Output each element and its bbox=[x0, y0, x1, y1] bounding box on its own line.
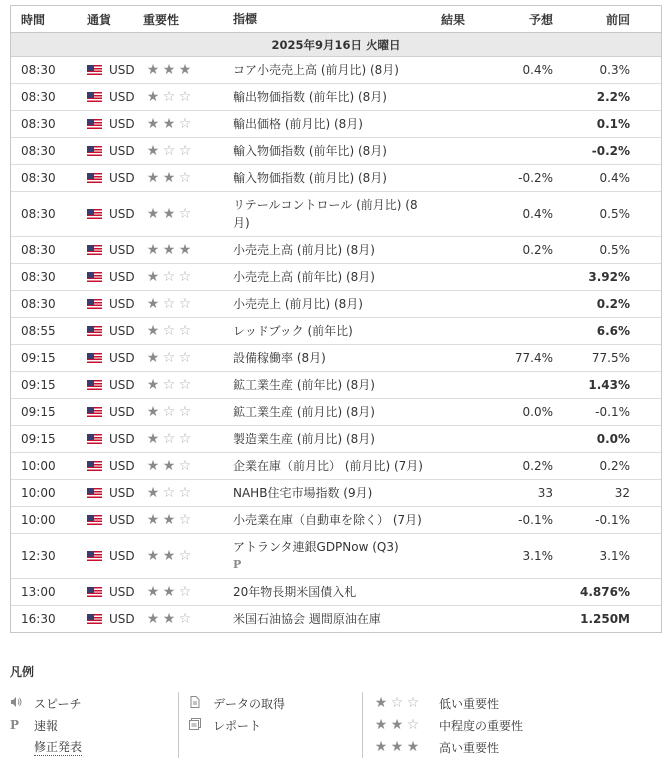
event-currency bbox=[77, 171, 143, 185]
event-time: 08:30 bbox=[21, 207, 56, 221]
indicator-name[interactable] bbox=[233, 534, 433, 578]
star-empty-icon: ☆ bbox=[178, 512, 192, 528]
us-flag-icon bbox=[87, 614, 102, 624]
indicator-name[interactable] bbox=[233, 426, 433, 452]
forecast-value: 0.0% bbox=[522, 405, 553, 419]
indicator-name[interactable] bbox=[233, 579, 433, 605]
indicator-name[interactable] bbox=[233, 264, 433, 290]
event-currency bbox=[77, 270, 143, 284]
star-filled-icon: ★ bbox=[146, 611, 160, 627]
us-flag-icon bbox=[87, 272, 102, 282]
star-empty-icon: ☆ bbox=[162, 485, 176, 501]
us-flag-icon bbox=[87, 245, 102, 255]
importance-stars bbox=[143, 62, 233, 78]
star-empty-icon: ☆ bbox=[178, 377, 192, 393]
table-row[interactable] bbox=[11, 57, 661, 84]
event-time: 16:30 bbox=[21, 612, 56, 626]
event-currency bbox=[77, 612, 143, 626]
star-filled-icon: ★ bbox=[146, 584, 160, 600]
importance-stars bbox=[143, 143, 233, 159]
previous-value: 32 bbox=[614, 486, 630, 500]
event-currency bbox=[77, 405, 143, 419]
table-row[interactable] bbox=[11, 345, 661, 372]
event-time: 08:30 bbox=[21, 90, 56, 104]
previous-value: -0.2% bbox=[591, 144, 630, 158]
event-time: 08:30 bbox=[21, 171, 56, 185]
indicator-label[interactable]: 小売業在庫（自動車を除く） (7月) bbox=[233, 513, 422, 527]
star-filled-icon: ★ bbox=[146, 458, 160, 474]
event-currency bbox=[77, 63, 143, 77]
legend-column-importance bbox=[362, 692, 541, 758]
table-header bbox=[11, 6, 661, 33]
event-time: 10:00 bbox=[21, 513, 56, 527]
event-time: 08:30 bbox=[21, 144, 56, 158]
currency-code: USD bbox=[109, 171, 135, 185]
us-flag-icon bbox=[87, 209, 102, 219]
report-icon bbox=[189, 718, 213, 733]
legend bbox=[10, 663, 662, 758]
star-empty-icon: ☆ bbox=[178, 296, 192, 312]
currency-code: USD bbox=[109, 243, 135, 257]
indicator-label[interactable]: 小売売上高 (前月比) (8月) bbox=[233, 243, 375, 257]
legend-item-report bbox=[189, 714, 344, 736]
event-currency bbox=[77, 90, 143, 104]
forecast-value: 3.1% bbox=[522, 549, 553, 563]
star-filled-icon: ★ bbox=[146, 143, 160, 159]
legend-item-preliminary bbox=[10, 714, 160, 736]
previous-value: 6.6% bbox=[596, 324, 630, 338]
event-currency bbox=[77, 144, 143, 158]
indicator-name[interactable] bbox=[233, 165, 433, 191]
importance-stars bbox=[143, 404, 233, 420]
star-filled-icon: ★ bbox=[146, 62, 160, 78]
forecast-value: 0.4% bbox=[522, 63, 553, 77]
star-filled-icon: ★ bbox=[146, 242, 160, 258]
table-row[interactable] bbox=[11, 372, 661, 399]
currency-code: USD bbox=[109, 549, 135, 563]
importance-stars bbox=[143, 89, 233, 105]
event-currency bbox=[77, 351, 143, 365]
indicator-name[interactable] bbox=[233, 606, 433, 632]
table-row[interactable] bbox=[11, 399, 661, 426]
indicator-label[interactable]: 米国石油協会 週間原油在庫 bbox=[233, 612, 381, 626]
star-empty-icon: ☆ bbox=[178, 548, 192, 564]
importance-stars bbox=[143, 584, 233, 600]
forecast-value: 0.4% bbox=[522, 207, 553, 221]
star-filled-icon: ★ bbox=[374, 695, 388, 711]
star-filled-icon: ★ bbox=[146, 431, 160, 447]
economic-calendar-table bbox=[10, 5, 662, 633]
event-currency bbox=[77, 459, 143, 473]
indicator-name[interactable] bbox=[233, 237, 433, 263]
previous-value: 0.4% bbox=[599, 171, 630, 185]
star-empty-icon: ☆ bbox=[178, 89, 192, 105]
previous-value: 0.2% bbox=[599, 459, 630, 473]
star-empty-icon: ☆ bbox=[162, 404, 176, 420]
us-flag-icon bbox=[87, 380, 102, 390]
importance-stars bbox=[143, 350, 233, 366]
forecast-value: 0.2% bbox=[522, 243, 553, 257]
event-time: 09:15 bbox=[21, 432, 56, 446]
importance-stars bbox=[143, 269, 233, 285]
header-currency: 通貨 bbox=[87, 12, 112, 27]
star-filled-icon: ★ bbox=[178, 242, 192, 258]
event-currency bbox=[77, 117, 143, 131]
currency-code: USD bbox=[109, 324, 135, 338]
star-filled-icon: ★ bbox=[146, 350, 160, 366]
event-time: 09:15 bbox=[21, 378, 56, 392]
legend-label-importance: 高い重要性 bbox=[439, 740, 500, 755]
indicator-name[interactable] bbox=[233, 57, 433, 83]
preliminary-p-icon: P bbox=[233, 558, 242, 571]
event-time: 08:30 bbox=[21, 243, 56, 257]
previous-value: 0.3% bbox=[599, 63, 630, 77]
importance-stars bbox=[143, 431, 233, 447]
previous-value: 3.92% bbox=[588, 270, 630, 284]
indicator-label[interactable]: 設備稼働率 (8月) bbox=[233, 351, 326, 365]
legend-label-importance: 低い重要性 bbox=[439, 696, 500, 711]
currency-code: USD bbox=[109, 270, 135, 284]
event-currency bbox=[77, 297, 143, 311]
date-row: 2025年9月16日 火曜日 bbox=[11, 33, 661, 57]
star-filled-icon: ★ bbox=[374, 739, 388, 755]
indicator-label[interactable]: 輸入物価指数 (前年比) (8月) bbox=[233, 144, 387, 158]
indicator-name[interactable] bbox=[233, 192, 433, 236]
legend-item-importance bbox=[373, 736, 523, 758]
previous-value: -0.1% bbox=[595, 513, 630, 527]
table-row[interactable] bbox=[11, 237, 661, 264]
star-filled-icon: ★ bbox=[162, 458, 176, 474]
indicator-label[interactable]: 輸入物価指数 (前月比) (8月) bbox=[233, 171, 387, 185]
event-currency bbox=[77, 324, 143, 338]
star-empty-icon: ☆ bbox=[162, 431, 176, 447]
us-flag-icon bbox=[87, 488, 102, 498]
indicator-label[interactable]: 20年物長期米国債入札 bbox=[233, 585, 357, 599]
star-filled-icon: ★ bbox=[162, 206, 176, 222]
indicator-name[interactable] bbox=[233, 138, 433, 164]
star-empty-icon: ☆ bbox=[406, 717, 420, 733]
table-row[interactable] bbox=[11, 165, 661, 192]
star-empty-icon: ☆ bbox=[178, 458, 192, 474]
star-filled-icon: ★ bbox=[390, 717, 404, 733]
legend-label-data-retrieval: データの取得 bbox=[213, 696, 286, 711]
star-filled-icon: ★ bbox=[162, 62, 176, 78]
indicator-label[interactable]: 製造業生産 (前月比) (8月) bbox=[233, 432, 375, 446]
star-empty-icon: ☆ bbox=[162, 377, 176, 393]
indicator-name[interactable] bbox=[233, 399, 433, 425]
event-currency bbox=[77, 585, 143, 599]
star-filled-icon: ★ bbox=[146, 485, 160, 501]
star-filled-icon: ★ bbox=[162, 512, 176, 528]
star-empty-icon: ☆ bbox=[178, 611, 192, 627]
event-time: 08:30 bbox=[21, 297, 56, 311]
star-empty-icon: ☆ bbox=[178, 116, 192, 132]
previous-value: -0.1% bbox=[595, 405, 630, 419]
currency-code: USD bbox=[109, 486, 135, 500]
event-time: 13:00 bbox=[21, 585, 56, 599]
indicator-name[interactable] bbox=[233, 111, 433, 137]
header-previous: 前回 bbox=[605, 12, 630, 27]
legend-item-importance bbox=[373, 714, 523, 736]
currency-code: USD bbox=[109, 378, 135, 392]
event-time: 09:15 bbox=[21, 405, 56, 419]
star-filled-icon: ★ bbox=[146, 323, 160, 339]
star-filled-icon: ★ bbox=[162, 116, 176, 132]
star-filled-icon: ★ bbox=[146, 512, 160, 528]
forecast-value: -0.1% bbox=[518, 513, 553, 527]
legend-label-importance: 中程度の重要性 bbox=[439, 718, 524, 733]
event-time: 10:00 bbox=[21, 459, 56, 473]
importance-stars bbox=[143, 548, 233, 564]
us-flag-icon bbox=[87, 92, 102, 102]
currency-code: USD bbox=[109, 144, 135, 158]
legend-item-data-retrieval bbox=[189, 692, 344, 714]
previous-value: 0.1% bbox=[596, 117, 630, 131]
indicator-label[interactable]: リテールコントロール (前月比) (8月) bbox=[233, 198, 418, 230]
legend-label-revised[interactable]: 修正発表 bbox=[34, 740, 83, 754]
indicator-label[interactable]: 小売売上高 (前年比) (8月) bbox=[233, 270, 375, 284]
event-time: 10:00 bbox=[21, 486, 56, 500]
star-empty-icon: ☆ bbox=[178, 269, 192, 285]
indicator-label[interactable]: 輸出価格 (前月比) (8月) bbox=[233, 117, 363, 131]
legend-item-revised[interactable] bbox=[10, 736, 160, 758]
importance-stars bbox=[143, 512, 233, 528]
us-flag-icon bbox=[87, 587, 102, 597]
star-empty-icon: ☆ bbox=[406, 695, 420, 711]
star-filled-icon: ★ bbox=[146, 89, 160, 105]
us-flag-icon bbox=[87, 299, 102, 309]
event-currency bbox=[77, 378, 143, 392]
previous-value: 77.5% bbox=[591, 351, 630, 365]
previous-value: 2.2% bbox=[596, 90, 630, 104]
event-time: 08:30 bbox=[21, 270, 56, 284]
indicator-name[interactable] bbox=[233, 318, 433, 344]
previous-value: 4.876% bbox=[580, 585, 630, 599]
table-row[interactable] bbox=[11, 291, 661, 318]
indicator-label[interactable]: NAHB住宅市場指数 (9月) bbox=[233, 486, 373, 500]
forecast-value: -0.2% bbox=[518, 171, 553, 185]
forecast-value: 0.2% bbox=[522, 459, 553, 473]
table-row[interactable] bbox=[11, 534, 661, 579]
table-row[interactable] bbox=[11, 264, 661, 291]
star-filled-icon: ★ bbox=[162, 242, 176, 258]
event-currency bbox=[77, 486, 143, 500]
header-forecast: 予想 bbox=[528, 12, 553, 27]
us-flag-icon bbox=[87, 461, 102, 471]
legend-label-speech: スピーチ bbox=[34, 696, 82, 711]
us-flag-icon bbox=[87, 146, 102, 156]
event-currency bbox=[77, 432, 143, 446]
indicator-name[interactable] bbox=[233, 453, 433, 479]
star-filled-icon: ★ bbox=[162, 170, 176, 186]
indicator-name[interactable] bbox=[233, 507, 433, 533]
star-empty-icon: ☆ bbox=[178, 404, 192, 420]
star-filled-icon: ★ bbox=[178, 62, 192, 78]
event-currency bbox=[77, 207, 143, 221]
star-filled-icon: ★ bbox=[146, 206, 160, 222]
star-filled-icon: ★ bbox=[146, 548, 160, 564]
table-row[interactable] bbox=[11, 192, 661, 237]
star-empty-icon: ☆ bbox=[178, 584, 192, 600]
table-row[interactable] bbox=[11, 507, 661, 534]
star-empty-icon: ☆ bbox=[162, 323, 176, 339]
table-row[interactable] bbox=[11, 138, 661, 165]
currency-code: USD bbox=[109, 513, 135, 527]
importance-stars bbox=[373, 695, 439, 711]
table-row[interactable] bbox=[11, 426, 661, 453]
us-flag-icon bbox=[87, 515, 102, 525]
us-flag-icon bbox=[87, 119, 102, 129]
star-empty-icon: ☆ bbox=[162, 350, 176, 366]
indicator-name[interactable] bbox=[233, 372, 433, 398]
preliminary-p-icon: P bbox=[10, 718, 20, 732]
event-time: 08:30 bbox=[21, 63, 56, 77]
event-time: 12:30 bbox=[21, 549, 56, 563]
indicator-label[interactable]: 企業在庫（前月比） (前月比) (7月) bbox=[233, 459, 423, 473]
indicator-name[interactable] bbox=[233, 291, 433, 317]
star-empty-icon: ☆ bbox=[178, 485, 192, 501]
importance-stars bbox=[143, 323, 233, 339]
indicator-label[interactable]: 輸出物価指数 (前年比) (8月) bbox=[233, 90, 387, 104]
previous-value: 1.43% bbox=[588, 378, 630, 392]
previous-value: 3.1% bbox=[599, 549, 630, 563]
currency-code: USD bbox=[109, 90, 135, 104]
star-filled-icon: ★ bbox=[406, 739, 420, 755]
forecast-value: 33 bbox=[537, 486, 553, 500]
previous-value: 0.2% bbox=[596, 297, 630, 311]
header-importance: 重要性 bbox=[143, 12, 180, 27]
us-flag-icon bbox=[87, 434, 102, 444]
event-currency bbox=[77, 513, 143, 527]
previous-value: 0.5% bbox=[599, 207, 630, 221]
importance-stars bbox=[143, 611, 233, 627]
legend-column-event-types bbox=[10, 692, 178, 758]
event-time: 09:15 bbox=[21, 351, 56, 365]
us-flag-icon bbox=[87, 551, 102, 561]
currency-code: USD bbox=[109, 297, 135, 311]
currency-code: USD bbox=[109, 585, 135, 599]
event-currency bbox=[77, 549, 143, 563]
header-time: 時間 bbox=[21, 12, 46, 27]
legend-title: 凡例 bbox=[10, 665, 35, 679]
importance-stars bbox=[143, 485, 233, 501]
us-flag-icon bbox=[87, 407, 102, 417]
currency-code: USD bbox=[109, 207, 135, 221]
table-row[interactable] bbox=[11, 318, 661, 345]
table-row[interactable] bbox=[11, 579, 661, 606]
star-empty-icon: ☆ bbox=[178, 170, 192, 186]
star-filled-icon: ★ bbox=[374, 717, 388, 733]
star-empty-icon: ☆ bbox=[162, 143, 176, 159]
speaker-icon bbox=[10, 696, 34, 711]
importance-stars bbox=[143, 170, 233, 186]
previous-value: 1.250M bbox=[580, 612, 630, 626]
star-filled-icon: ★ bbox=[146, 404, 160, 420]
indicator-name[interactable] bbox=[233, 480, 433, 506]
star-empty-icon: ☆ bbox=[178, 206, 192, 222]
indicator-name[interactable] bbox=[233, 84, 433, 110]
us-flag-icon bbox=[87, 173, 102, 183]
legend-item-importance bbox=[373, 692, 523, 714]
importance-stars bbox=[373, 717, 439, 733]
star-filled-icon: ★ bbox=[162, 548, 176, 564]
importance-stars bbox=[143, 116, 233, 132]
currency-code: USD bbox=[109, 117, 135, 131]
star-filled-icon: ★ bbox=[146, 269, 160, 285]
indicator-label[interactable]: 鉱工業生産 (前年比) (8月) bbox=[233, 378, 375, 392]
star-filled-icon: ★ bbox=[162, 584, 176, 600]
previous-value: 0.5% bbox=[599, 243, 630, 257]
star-filled-icon: ★ bbox=[146, 377, 160, 393]
star-empty-icon: ☆ bbox=[162, 269, 176, 285]
legend-item-speech bbox=[10, 692, 160, 714]
importance-stars bbox=[143, 296, 233, 312]
header-indicator: 指標 bbox=[233, 12, 258, 26]
data-icon bbox=[189, 696, 213, 711]
legend-label-report: レポート bbox=[213, 718, 262, 733]
table-row[interactable] bbox=[11, 84, 661, 111]
star-empty-icon: ☆ bbox=[162, 296, 176, 312]
currency-code: USD bbox=[109, 63, 135, 77]
currency-code: USD bbox=[109, 432, 135, 446]
us-flag-icon bbox=[87, 353, 102, 363]
importance-stars bbox=[143, 206, 233, 222]
currency-code: USD bbox=[109, 405, 135, 419]
star-filled-icon: ★ bbox=[146, 296, 160, 312]
star-filled-icon: ★ bbox=[146, 116, 160, 132]
currency-code: USD bbox=[109, 612, 135, 626]
indicator-name[interactable] bbox=[233, 345, 433, 371]
event-currency bbox=[77, 243, 143, 257]
event-time: 08:30 bbox=[21, 117, 56, 131]
header-actual: 結果 bbox=[441, 12, 466, 27]
star-empty-icon: ☆ bbox=[178, 431, 192, 447]
indicator-label[interactable]: アトランタ連銀GDPNow (Q3) bbox=[233, 540, 399, 554]
indicator-label[interactable]: コア小売売上高 (前月比) (8月) bbox=[233, 63, 399, 77]
legend-label-preliminary: 速報 bbox=[34, 718, 59, 733]
legend-column-data bbox=[178, 692, 362, 758]
importance-stars bbox=[143, 458, 233, 474]
us-flag-icon bbox=[87, 326, 102, 336]
importance-stars bbox=[143, 242, 233, 258]
star-empty-icon: ☆ bbox=[178, 323, 192, 339]
star-filled-icon: ★ bbox=[146, 170, 160, 186]
indicator-label[interactable]: レッドブック (前年比) bbox=[233, 324, 353, 338]
table-row[interactable] bbox=[11, 453, 661, 480]
star-filled-icon: ★ bbox=[390, 739, 404, 755]
importance-stars bbox=[143, 377, 233, 393]
star-empty-icon: ☆ bbox=[178, 350, 192, 366]
event-time: 08:55 bbox=[21, 324, 56, 338]
us-flag-icon bbox=[87, 65, 102, 75]
currency-code: USD bbox=[109, 351, 135, 365]
previous-value: 0.0% bbox=[596, 432, 630, 446]
star-empty-icon: ☆ bbox=[178, 143, 192, 159]
indicator-label[interactable]: 鉱工業生産 (前月比) (8月) bbox=[233, 405, 375, 419]
star-empty-icon: ☆ bbox=[390, 695, 404, 711]
indicator-label[interactable]: 小売売上 (前月比) (8月) bbox=[233, 297, 363, 311]
forecast-value: 77.4% bbox=[514, 351, 553, 365]
star-empty-icon: ☆ bbox=[162, 89, 176, 105]
table-row[interactable] bbox=[11, 480, 661, 507]
importance-stars bbox=[373, 739, 439, 755]
table-row[interactable] bbox=[11, 606, 661, 632]
currency-code: USD bbox=[109, 459, 135, 473]
table-row[interactable] bbox=[11, 111, 661, 138]
star-filled-icon: ★ bbox=[162, 611, 176, 627]
